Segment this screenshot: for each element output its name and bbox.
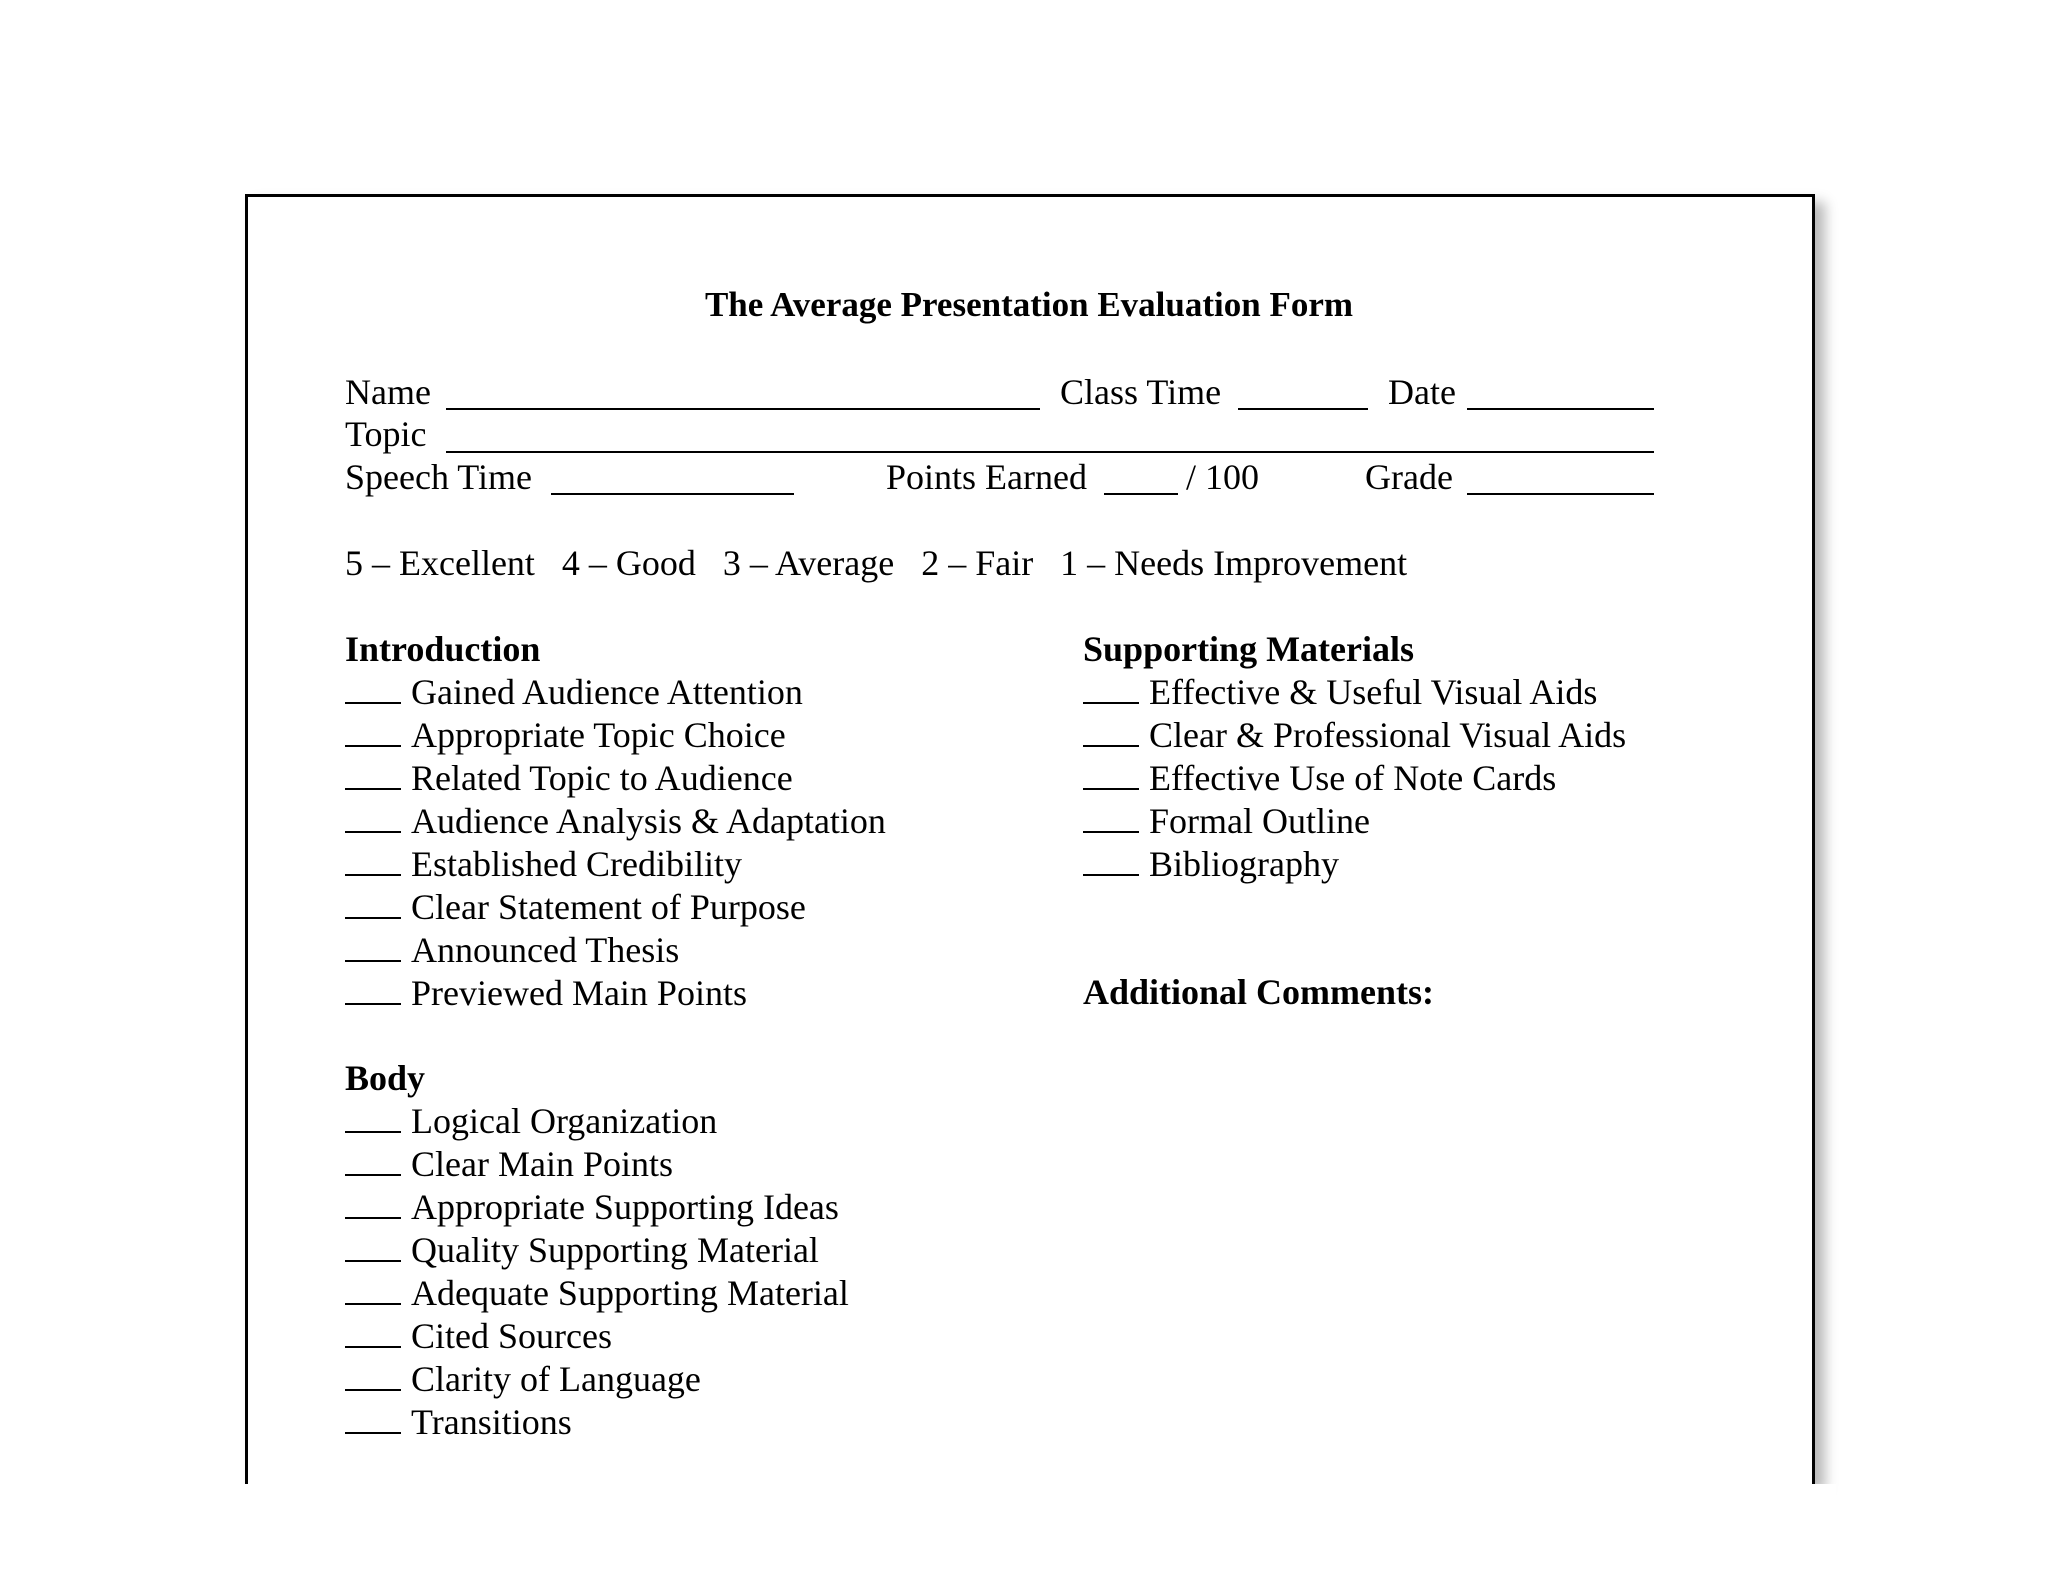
points-earned-field[interactable] bbox=[1104, 493, 1178, 495]
class-time-field[interactable] bbox=[1238, 408, 1368, 410]
score-blank[interactable] bbox=[345, 842, 401, 876]
checklist-item-label: Transitions bbox=[411, 1402, 572, 1442]
checklist-item-label: Appropriate Supporting Ideas bbox=[411, 1187, 839, 1227]
additional-comments-heading: Additional Comments: bbox=[1083, 972, 1435, 1012]
topic-field[interactable] bbox=[446, 451, 1654, 453]
page-bottom bbox=[236, 1484, 1836, 1524]
score-blank[interactable] bbox=[345, 1271, 401, 1305]
score-blank[interactable] bbox=[1083, 842, 1139, 876]
checklist-item-label: Clarity of Language bbox=[411, 1359, 701, 1399]
score-blank[interactable] bbox=[1083, 670, 1139, 704]
checklist-item bbox=[345, 1271, 849, 1315]
name-field[interactable] bbox=[446, 408, 1040, 410]
score-blank[interactable] bbox=[345, 1314, 401, 1348]
score-blank[interactable] bbox=[1083, 799, 1139, 833]
checklist-item bbox=[345, 670, 803, 714]
score-blank[interactable] bbox=[345, 799, 401, 833]
score-blank[interactable] bbox=[345, 1185, 401, 1219]
body-heading: Body bbox=[345, 1058, 426, 1098]
score-blank[interactable] bbox=[345, 1228, 401, 1262]
score-blank[interactable] bbox=[345, 713, 401, 747]
score-blank[interactable] bbox=[345, 1357, 401, 1391]
score-blank[interactable] bbox=[345, 971, 401, 1005]
supporting-materials-heading: Supporting Materials bbox=[1083, 629, 1415, 669]
topic-label: Topic bbox=[345, 414, 427, 454]
checklist-item bbox=[345, 842, 742, 886]
score-blank[interactable] bbox=[1083, 756, 1139, 790]
date-label: Date bbox=[1388, 372, 1456, 412]
checklist-item bbox=[1083, 713, 1626, 757]
grade-label: Grade bbox=[1365, 457, 1453, 497]
points-total: / 100 bbox=[1186, 457, 1260, 497]
checklist-item-label: Adequate Supporting Material bbox=[411, 1273, 849, 1313]
score-blank[interactable] bbox=[345, 1400, 401, 1434]
checklist-item bbox=[345, 1357, 701, 1401]
checklist-item-label: Cited Sources bbox=[411, 1316, 612, 1356]
score-blank[interactable] bbox=[345, 885, 401, 919]
checklist-item bbox=[1083, 842, 1339, 886]
checklist-item-label: Previewed Main Points bbox=[411, 973, 747, 1013]
score-blank[interactable] bbox=[345, 756, 401, 790]
checklist-item-label: Gained Audience Attention bbox=[411, 672, 803, 712]
checklist-item bbox=[345, 885, 806, 929]
checklist-item-label: Clear Statement of Purpose bbox=[411, 887, 806, 927]
checklist-item-label: Effective Use of Note Cards bbox=[1149, 758, 1557, 798]
checklist-item bbox=[345, 1400, 572, 1444]
checklist-item bbox=[345, 1142, 673, 1186]
checklist-item bbox=[1083, 670, 1597, 714]
checklist-item-label: Bibliography bbox=[1149, 844, 1339, 884]
introduction-heading: Introduction bbox=[345, 629, 541, 669]
score-blank[interactable] bbox=[345, 1099, 401, 1133]
class-time-label: Class Time bbox=[1060, 372, 1222, 412]
points-earned-label: Points Earned bbox=[886, 457, 1087, 497]
speech-time-field[interactable] bbox=[551, 493, 794, 495]
checklist-item-label: Related Topic to Audience bbox=[411, 758, 793, 798]
score-blank[interactable] bbox=[345, 1142, 401, 1176]
checklist-item-label: Appropriate Topic Choice bbox=[411, 715, 786, 755]
checklist-item-label: Logical Organization bbox=[411, 1101, 718, 1141]
checklist-item-label: Established Credibility bbox=[411, 844, 742, 884]
checklist-item-label: Effective & Useful Visual Aids bbox=[1149, 672, 1598, 712]
checklist-item bbox=[345, 756, 793, 800]
checklist-item-label: Announced Thesis bbox=[411, 930, 680, 970]
name-label: Name bbox=[345, 372, 431, 412]
checklist-item bbox=[1083, 756, 1556, 800]
form-title: The Average Presentation Evaluation Form bbox=[704, 285, 1354, 324]
score-blank[interactable] bbox=[345, 928, 401, 962]
date-field[interactable] bbox=[1467, 408, 1654, 410]
checklist-item bbox=[345, 928, 679, 972]
checklist-item bbox=[345, 1314, 612, 1358]
checklist-item bbox=[1083, 799, 1370, 843]
checklist-item bbox=[345, 971, 747, 1015]
grade-field[interactable] bbox=[1467, 493, 1654, 495]
checklist-item bbox=[345, 799, 886, 843]
checklist-item bbox=[345, 1099, 717, 1143]
checklist-item bbox=[345, 1185, 839, 1229]
rating-scale: 5 – Excellent 4 – Good 3 – Average 2 – Fair 1 – Needs Improvement bbox=[345, 543, 1408, 583]
checklist-item-label: Audience Analysis & Adaptation bbox=[411, 801, 886, 841]
checklist-item-label: Formal Outline bbox=[1149, 801, 1370, 841]
score-blank[interactable] bbox=[1083, 713, 1139, 747]
speech-time-label: Speech Time bbox=[345, 457, 533, 497]
checklist-item bbox=[345, 1228, 819, 1272]
checklist-item-label: Clear Main Points bbox=[411, 1144, 673, 1184]
checklist-item-label: Quality Supporting Material bbox=[411, 1230, 819, 1270]
checklist-item bbox=[345, 713, 786, 757]
checklist-item-label: Clear & Professional Visual Aids bbox=[1149, 715, 1627, 755]
score-blank[interactable] bbox=[345, 670, 401, 704]
